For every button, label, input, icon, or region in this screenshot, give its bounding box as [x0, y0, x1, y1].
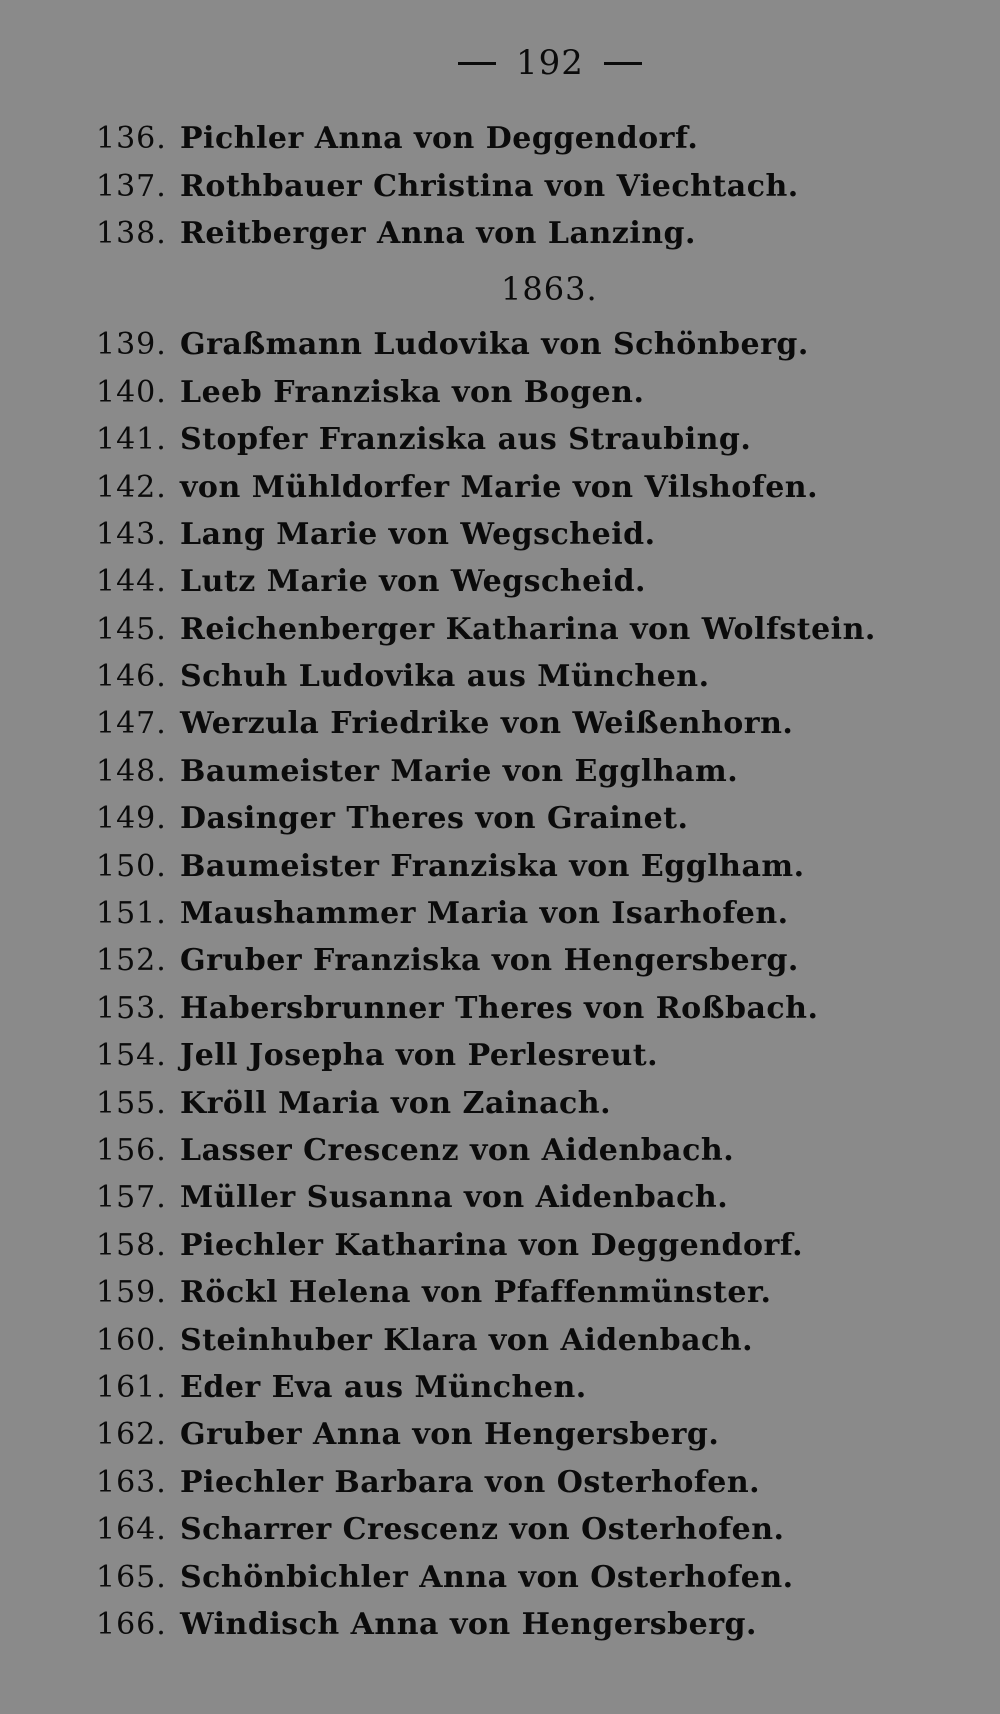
list-item: [96, 1174, 956, 1221]
entry-name: Lutz Marie von Wegscheid.: [180, 564, 647, 600]
entry-number: 155.: [96, 1085, 167, 1121]
list-item: [96, 1411, 956, 1458]
entry-name: Baumeister Marie von Egglham.: [180, 753, 739, 789]
entry-number: 165.: [96, 1559, 167, 1595]
entry-name: Graßmann Ludovika von Schönberg.: [180, 327, 809, 363]
entry-number: 139.: [96, 327, 167, 363]
entry-name: Röckl Helena von Pfaffenmünster.: [180, 1275, 772, 1311]
list-item: [96, 210, 956, 257]
list-item: [96, 1506, 956, 1553]
header-dash-right: [604, 62, 642, 65]
list-item: [96, 463, 956, 510]
entry-number: 150.: [96, 848, 167, 884]
list-item: [96, 1269, 956, 1316]
entry-name: Stopfer Franziska aus Straubing.: [180, 422, 752, 458]
list-item: [96, 1079, 956, 1126]
entry-name: Gruber Anna von Hengersberg.: [180, 1417, 720, 1453]
list-item: [96, 653, 956, 700]
entry-number: 158.: [96, 1227, 167, 1263]
entry-number: 162.: [96, 1417, 167, 1453]
entry-number: 148.: [96, 753, 167, 789]
list-item: [96, 937, 956, 984]
entry-number: 156.: [96, 1133, 167, 1168]
entry-list: [96, 115, 956, 1648]
list-item: [96, 1222, 956, 1269]
list-item: [96, 700, 956, 747]
list-item: [96, 1127, 956, 1174]
entry-name: Gruber Franziska von Hengersberg.: [180, 943, 799, 979]
entry-name: Maushammer Maria von Isarhofen.: [180, 896, 789, 932]
list-item: [96, 162, 956, 209]
entry-number: 164.: [96, 1512, 167, 1548]
header-dash-left: [458, 62, 496, 65]
page-number: 192: [516, 43, 584, 83]
entry-number: 146.: [96, 659, 167, 695]
list-item: [96, 1032, 956, 1079]
list-item: [96, 1459, 956, 1506]
entry-name: Baumeister Franziska von Egglham.: [180, 848, 805, 884]
entry-number: 166.: [96, 1606, 167, 1642]
entry-name: Werzula Friedrike von Weißenhorn.: [180, 706, 794, 742]
list-item: [96, 416, 956, 463]
entry-name: Leeb Franziska von Bogen.: [180, 374, 645, 410]
entry-name: Lasser Crescenz von Aidenbach.: [180, 1133, 735, 1168]
list-item: [96, 985, 956, 1032]
entry-name: Pichler Anna von Deggendorf.: [180, 121, 699, 157]
year-heading: 1863.: [501, 270, 598, 309]
entry-number: 163.: [96, 1464, 167, 1500]
entry-number: 159.: [96, 1275, 167, 1311]
entry-name: Rothbauer Christina von Viechtach.: [180, 168, 799, 204]
list-item: [96, 748, 956, 795]
list-item: [96, 369, 956, 416]
entry-name: von Mühldorfer Marie von Vilshofen.: [180, 469, 819, 505]
entry-name: Reitberger Anna von Lanzing.: [180, 215, 696, 251]
entry-number: 142.: [96, 469, 167, 505]
entry-name: Piechler Katharina von Deggendorf.: [180, 1227, 804, 1263]
list-item: [96, 321, 956, 368]
entry-number: 149.: [96, 801, 167, 837]
entry-name: Scharrer Crescenz von Osterhofen.: [180, 1512, 785, 1548]
entry-name: Müller Susanna von Aidenbach.: [180, 1180, 729, 1216]
list-item: [96, 1364, 956, 1411]
list-item: [96, 115, 956, 162]
entry-number: 151.: [96, 896, 167, 932]
list-item: [96, 890, 956, 937]
entry-name: Jell Josepha von Perlesreut.: [180, 1038, 659, 1074]
list-item: [96, 1553, 956, 1600]
entry-number: 157.: [96, 1180, 167, 1216]
entry-number: 154.: [96, 1038, 167, 1074]
entry-name: Dasinger Theres von Grainet.: [180, 801, 689, 837]
entry-name: Piechler Barbara von Osterhofen.: [180, 1464, 761, 1500]
entry-number: 141.: [96, 422, 167, 458]
entry-number: 147.: [96, 706, 167, 742]
list-item: [96, 558, 956, 605]
entry-name: Steinhuber Klara von Aidenbach.: [180, 1322, 754, 1358]
entry-name: Habersbrunner Theres von Roßbach.: [180, 990, 819, 1026]
entry-number: 138.: [96, 215, 167, 251]
list-item: [96, 1601, 956, 1648]
entry-number: 153.: [96, 990, 167, 1026]
entry-number: 143.: [96, 516, 167, 552]
entry-name: Schuh Ludovika aus München.: [180, 659, 710, 695]
entry-number: 160.: [96, 1322, 167, 1358]
entry-number: 136.: [96, 121, 167, 157]
list-item: [96, 1316, 956, 1363]
entry-number: 144.: [96, 564, 167, 600]
entry-number: 152.: [96, 943, 167, 979]
page-header: [430, 38, 670, 88]
entry-name: Lang Marie von Wegscheid.: [180, 516, 656, 552]
list-item: [96, 795, 956, 842]
entry-name: Kröll Maria von Zainach.: [180, 1085, 612, 1121]
entry-name: Reichenberger Katharina von Wolfstein.: [180, 611, 876, 647]
entry-number: 137.: [96, 168, 167, 204]
list-item: [96, 511, 956, 558]
entry-name: Eder Eva aus München.: [180, 1369, 587, 1405]
entry-number: 145.: [96, 611, 167, 647]
entry-name: Windisch Anna von Hengersberg.: [180, 1606, 757, 1642]
entry-number: 140.: [96, 374, 167, 410]
list-item: [96, 606, 956, 653]
entry-number: 161.: [96, 1369, 167, 1405]
entry-name: Schönbichler Anna von Osterhofen.: [180, 1559, 794, 1595]
list-item: [96, 842, 956, 889]
